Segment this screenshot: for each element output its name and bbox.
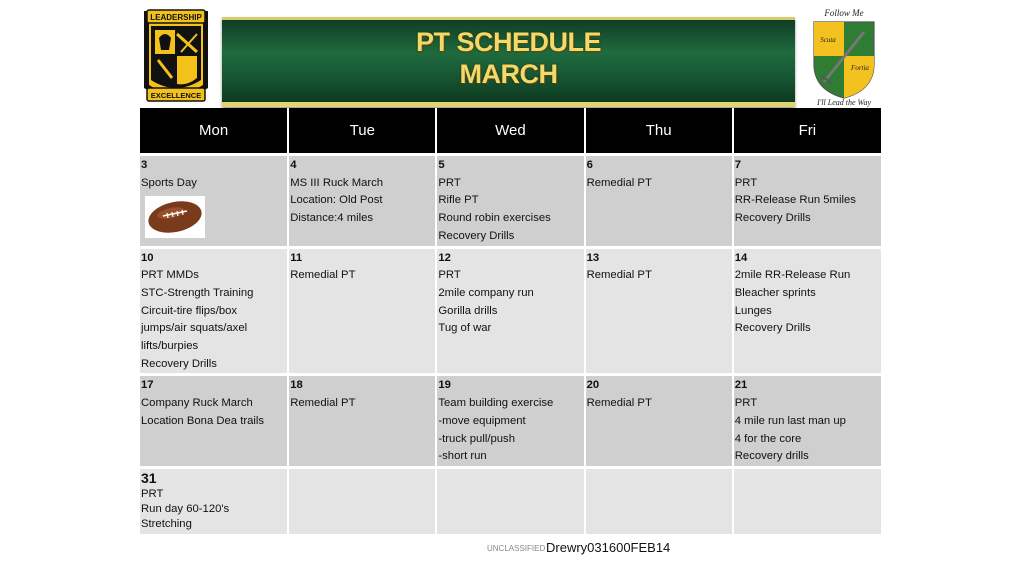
date-number: 6	[586, 159, 593, 171]
crest-bottom-text: I'll Lead the Way	[816, 98, 872, 107]
activity-line: -short run	[438, 450, 487, 463]
week-row	[140, 155, 881, 248]
date-number: 21	[734, 379, 748, 392]
activity-line: STC-Strength Training	[141, 286, 254, 299]
activity-line: 2mile RR-Release Run	[734, 269, 851, 282]
leadership-excellence-logo	[141, 8, 211, 103]
activity-line: Circuit-tire flips/box	[141, 304, 238, 317]
day-cell	[288, 375, 436, 468]
day-cell	[140, 247, 288, 375]
day-cell	[288, 467, 436, 534]
day-cell	[436, 375, 584, 468]
date-number: 11	[290, 251, 303, 264]
activity-line: Rifle PT	[438, 194, 479, 207]
activity-line: Gorilla drills	[438, 304, 498, 317]
activity-line: RR-Release Run 5miles	[734, 194, 856, 207]
day-cell	[733, 467, 881, 534]
date-number: 20	[586, 379, 600, 392]
activity-line: Team building exercise	[438, 397, 554, 410]
date-number: 12	[438, 251, 451, 264]
day-cell	[140, 467, 288, 534]
activity-line: lifts/burpies	[141, 340, 199, 353]
week-row	[140, 375, 881, 468]
activity-line: Remedial PT	[290, 397, 356, 410]
activity-line: Lunges	[734, 304, 772, 317]
activity-line: Bleacher sprints	[734, 286, 816, 299]
week-row	[140, 467, 881, 534]
date-number: 19	[438, 379, 451, 392]
activity-line: Recovery Drills	[141, 357, 217, 370]
activity-line: Tug of war	[438, 322, 492, 335]
date-number: 3	[141, 159, 148, 171]
week-row	[140, 247, 881, 375]
day-cell	[733, 155, 881, 248]
activity-line: Location Bona Dea trails	[141, 414, 265, 427]
activity-line: Remedial PT	[586, 397, 652, 410]
document-code: Drewry031600FEB14	[546, 540, 671, 555]
day-cell	[140, 155, 288, 248]
day-header-fri: Fri	[733, 108, 881, 155]
activity-line: -truck pull/push	[438, 432, 515, 445]
activity-line: Distance:4 miles	[290, 212, 374, 225]
date-number: 31	[141, 469, 157, 486]
activity-line: Remedial PT	[586, 269, 652, 282]
day-header-thu: Thu	[585, 108, 733, 155]
date-number: 7	[734, 159, 742, 171]
date-number: 5	[438, 159, 445, 171]
activity-line: Recovery Drills	[438, 229, 515, 242]
activity-line: -move equipment	[438, 414, 526, 427]
activity-line: jumps/air squats/axel	[141, 322, 248, 335]
day-cell	[140, 375, 288, 468]
day-cell	[436, 155, 584, 248]
activity-line: Recovery Drills	[734, 322, 811, 335]
day-header-mon: Mon	[140, 108, 288, 155]
logo-top-text: LEADERSHIP	[150, 13, 202, 22]
activity-line: Remedial PT	[586, 176, 652, 189]
day-cell	[733, 247, 881, 375]
activity-line: 2mile company run	[438, 286, 534, 299]
title-line-2: MARCH	[459, 59, 558, 89]
pt-schedule-table	[140, 108, 881, 534]
activity-line: PRT	[438, 269, 461, 282]
activity-line: 4 mile run last man up	[734, 414, 846, 427]
day-cell	[288, 155, 436, 248]
activity-line: Recovery drills	[734, 450, 809, 463]
activity-line: Stretching	[141, 517, 192, 530]
weekday-header-row	[140, 108, 881, 155]
crest-top-text: Follow Me	[824, 8, 864, 18]
activity-line: PRT	[734, 397, 758, 410]
date-number: 14	[734, 251, 748, 264]
day-cell	[585, 247, 733, 375]
day-cell	[585, 375, 733, 468]
date-number: 18	[290, 379, 303, 392]
day-cell	[436, 467, 584, 534]
day-cell	[288, 247, 436, 375]
activity-line: PRT	[438, 176, 461, 189]
football-image	[145, 196, 205, 238]
date-number: 10	[141, 251, 154, 264]
date-number: 4	[290, 159, 297, 171]
activity-line: PRT	[141, 487, 164, 500]
title-line-1: PT SCHEDULE	[415, 27, 602, 57]
day-cell	[436, 247, 584, 375]
activity-line: 4 for the core	[734, 432, 802, 445]
activity-line: Round robin exercises	[438, 212, 551, 225]
activity-line: Run day 60-120's	[141, 502, 230, 515]
day-cell	[585, 155, 733, 248]
activity-line: Sports Day	[141, 176, 197, 189]
crest-right-text: Fortia	[851, 64, 869, 72]
day-header-tue: Tue	[288, 108, 436, 155]
day-header-wed: Wed	[436, 108, 584, 155]
date-number: 13	[586, 251, 600, 264]
activity-line: MS III Ruck March	[290, 176, 384, 189]
activity-line: Location: Old Post	[290, 194, 383, 207]
day-cell	[733, 375, 881, 468]
classification-label: UNCLASSIFIED	[487, 544, 546, 553]
activity-line: Remedial PT	[290, 269, 356, 282]
date-number: 17	[141, 379, 154, 392]
activity-line: PRT MMDs	[141, 269, 199, 282]
activity-line: PRT	[734, 176, 758, 189]
follow-me-crest	[806, 4, 882, 108]
day-cell	[585, 467, 733, 534]
crest-left-text: Scuta	[820, 36, 836, 44]
logo-bottom-text: EXCELLENCE	[150, 91, 202, 100]
title-banner	[222, 17, 795, 107]
activity-line: Company Ruck March	[141, 397, 253, 410]
activity-line: Recovery Drills	[734, 212, 811, 225]
